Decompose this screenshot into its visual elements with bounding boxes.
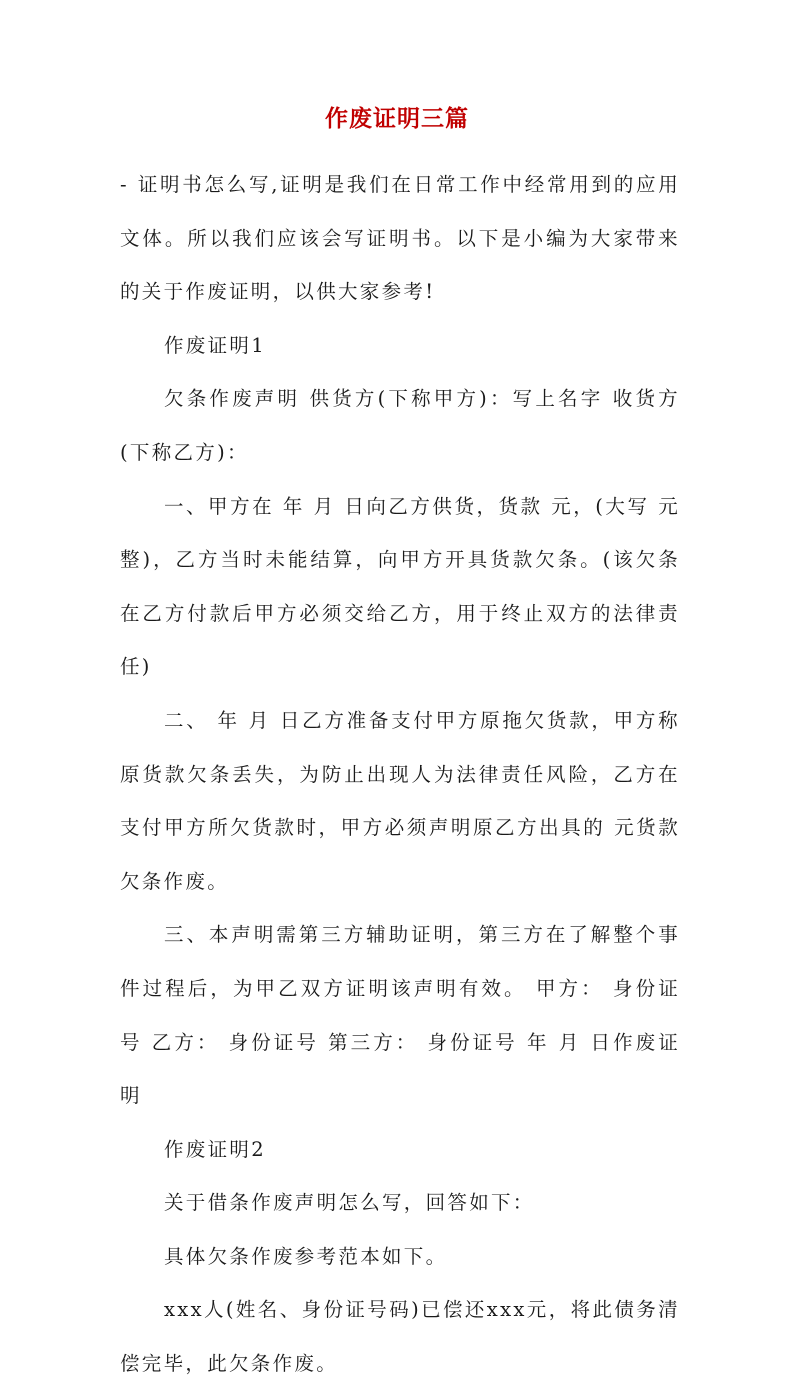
paragraph: 具体欠条作废参考范本如下。 bbox=[164, 1244, 448, 1268]
intro-paragraph: - 证明书怎么写,证明是我们在日常工作中经常用到的应用文体。所以我们应该会写证明书。以下是小编为大家带来的关于作废证明，以供大家参考! bbox=[120, 173, 680, 304]
document-title: 作废证明三篇 bbox=[325, 105, 469, 132]
paragraph: 三、本声明需第三方辅助证明，第三方在了解整个事件过程后，为甲乙双方证明该声明有效。 甲方： 身份证号 乙方： 身份证号 第三方： 身份证号 年 月 日作废证明 bbox=[120, 923, 680, 1108]
paragraph: 关于借条作废声明怎么写，回答如下： bbox=[164, 1191, 535, 1215]
paragraph: 欠条作废声明 供货方(下称甲方)：写上名字 收货方(下称乙方)： bbox=[120, 387, 680, 464]
section-heading-1: 作废证明1 bbox=[164, 333, 266, 357]
paragraph: 二、 年 月 日乙方准备支付甲方原拖欠货款，甲方称原货款欠条丢失，为防止出现人为法律责任风险，乙方在支付甲方所欠货款时，甲方必须声明原乙方出具的 元货款欠条作废。 bbox=[120, 708, 680, 893]
paragraph: xxx人(姓名、身份证号码)已偿还xxx元，将此债务清偿完毕，此欠条作废。 bbox=[120, 1298, 680, 1376]
document-body bbox=[120, 158, 680, 1391]
paragraph: 一、甲方在 年 月 日向乙方供货，货款 元，(大写 元整)，乙方当时未能结算，向甲方开具货款欠条。(该欠条在乙方付款后甲方必须交给乙方，用于终止双方的法律责任) bbox=[120, 494, 680, 679]
section-heading-2: 作废证明2 bbox=[164, 1137, 266, 1161]
